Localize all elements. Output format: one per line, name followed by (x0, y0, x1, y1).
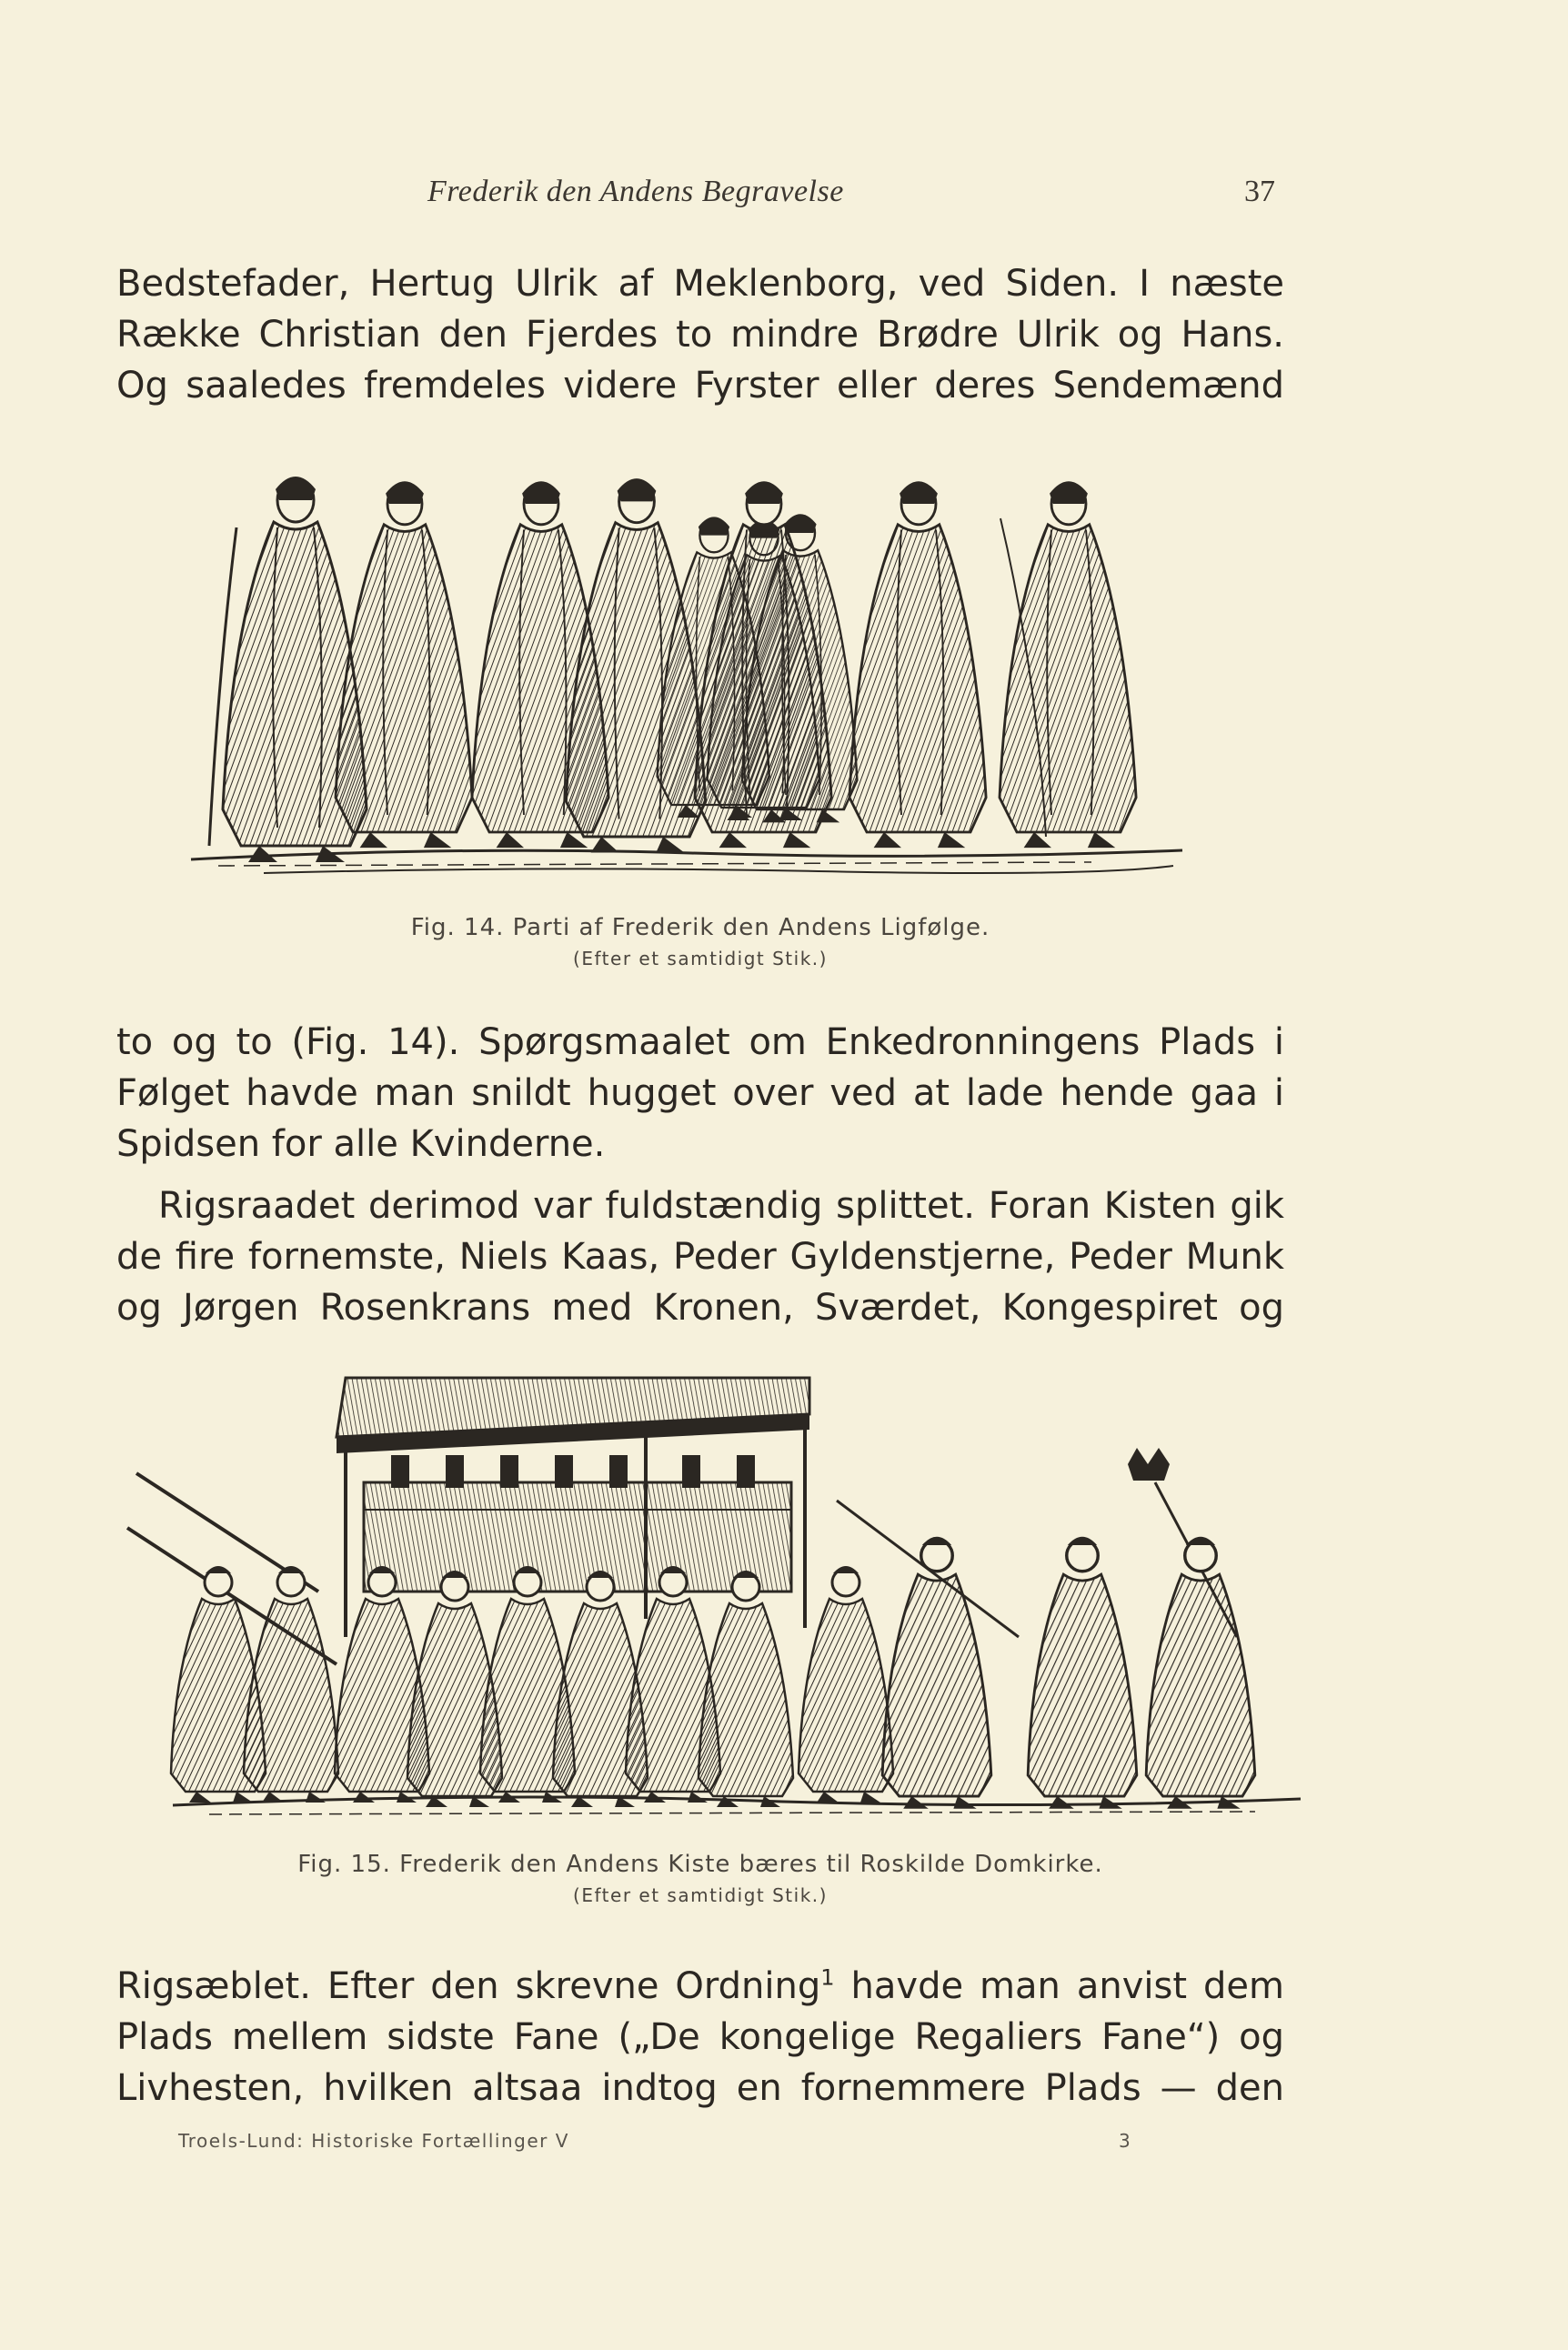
paragraph-3 (116, 1180, 1284, 1333)
text-line (116, 1961, 1284, 2012)
figure-15-source: (Efter et samtidigt Stik.) (573, 1884, 828, 1906)
figure-15-engraving (118, 1364, 1310, 1837)
text-segment: Rigsæblet. Efter den skrevne Ordning (116, 1965, 821, 2007)
text-line: Række Christian den Fjerdes to mindre Brødre Ulrik og Hans. (116, 314, 1284, 356)
figure-14-title: Fig. 14. Parti af Frederik den Andens Ligfølge. (410, 914, 990, 941)
footer-signature: Troels-Lund: Historiske Fortællinger V (178, 2130, 569, 2152)
text-line: Plads mellem sidste Fane („De kongelige Regaliers Fane“) og (116, 2016, 1284, 2058)
figure-15-title: Fig. 15. Frederik den Andens Kiste bæres til Roskilde Domkirke. (297, 1851, 1103, 1878)
text-segment: havde man anvist dem (834, 1965, 1284, 2007)
text-line: to og to (Fig. 14). Spørgsmaalet om Enkedronningens Plads i (116, 1021, 1284, 1063)
text-line: Rigsraadet derimod var fuldstændig splittet. Foran Kisten gik (158, 1185, 1284, 1227)
text-line: Bedstefader, Hertug Ulrik af Meklenborg, ved Siden. I næste (116, 263, 1284, 305)
paragraph-4 (116, 1961, 1284, 2114)
text-line: Og saaledes fremdeles videre Fyrster eller deres Sendemænd (116, 365, 1284, 407)
footer-sheet-mark: 3 (1119, 2130, 1131, 2152)
paragraph-2 (116, 1017, 1284, 1170)
text-line: Livhesten, hvilken altsaa indtog en fornemmere Plads — den (116, 2067, 1284, 2109)
figure-14-engraving (182, 446, 1191, 891)
text-line: de fire fornemste, Niels Kaas, Peder Gyldenstjerne, Peder Munk (116, 1236, 1284, 1278)
text-line: Spidsen for alle Kvinderne. (116, 1123, 606, 1165)
text-line: Følget havde man snildt hugget over ved at lade hende gaa i (116, 1072, 1284, 1114)
footnote-mark: 1 (820, 1964, 835, 1991)
text-line: og Jørgen Rosenkrans med Kronen, Sværdet, Kongespiret og (116, 1287, 1284, 1329)
figure-15-caption (116, 1848, 1284, 1910)
page-number: 37 (1244, 175, 1275, 208)
figure-14-caption (116, 911, 1284, 973)
running-title: Frederik den Andens Begravelse (427, 175, 844, 208)
figure-14-source: (Efter et samtidigt Stik.) (573, 948, 828, 969)
paragraph-1 (116, 258, 1284, 411)
